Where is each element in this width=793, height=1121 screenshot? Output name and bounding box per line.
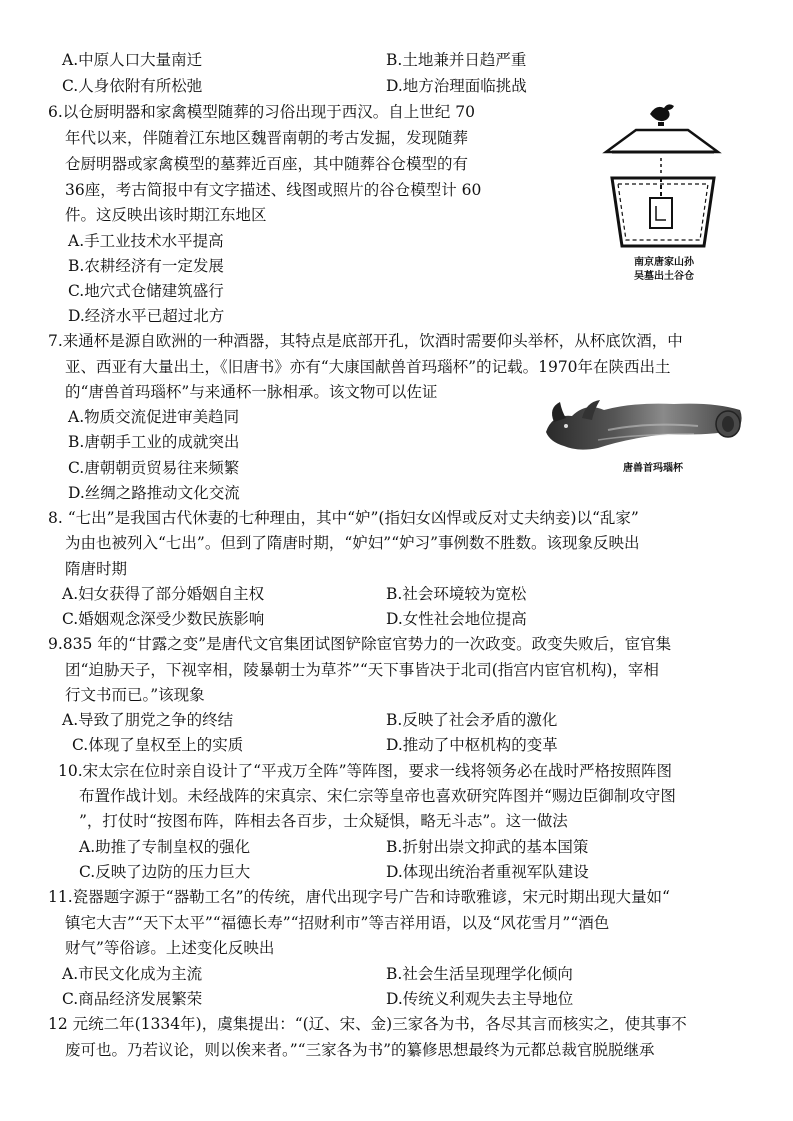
q5-option-b: B.土地兼并日趋严重 (386, 51, 527, 69)
q8-stem-line: 为由也被列入“七出”。但到了隋唐时期，“妒妇”“妒习”事例数不胜数。该现象反映出 (65, 534, 640, 552)
q5-option-d: D.地方治理面临挑战 (386, 77, 527, 95)
q12-stem-line: 12 元统二年(1334年)，虞集提出：“(辽、宋、金)三家各为书，各尽其言而核实之，使其事不 (48, 1015, 687, 1033)
q7-option-b: B.唐朝手工业的成就突出 (68, 433, 240, 451)
q5-option-c: C.人身依附有所松弛 (62, 77, 203, 95)
q5-option-a: A.中原人口大量南迁 (62, 51, 203, 69)
q10-option-a: A.助推了专制皇权的强化 (79, 838, 251, 856)
granary-model-figure (598, 96, 728, 256)
q9-stem-line: 9.835 年的“甘露之变”是唐代文官集团试图铲除宦官势力的一次政变。政变失败后，宦官集 (48, 635, 672, 653)
q11-option-a: A.市民文化成为主流 (62, 965, 203, 983)
q10-option-b: B.折射出崇文抑武的基本国策 (386, 838, 589, 856)
q11-option-d: D.传统义利观失去主导地位 (386, 990, 574, 1008)
q12-stem-line: 废可也。乃若议论，则以俟来者。”“三家各为书”的纂修思想最终为元都总裁官脱脱继承 (65, 1041, 655, 1059)
granary-caption-line: 南京唐家山孙 (634, 257, 694, 268)
q7-stem-line: 的“唐兽首玛瑙杯”与来通杯一脉相承。该文物可以佐证 (65, 383, 438, 401)
q6-option-c: C.地穴式仓储建筑盛行 (68, 282, 224, 300)
q9-option-d: D.推动了中枢机构的变革 (386, 736, 558, 754)
q10-stem-line: 10.宋太宗在位时亲自设计了“平戎万全阵”等阵图，要求一线将领务必在战时严格按照阵图 (58, 762, 673, 780)
q10-stem-line: 布置作战计划。未经战阵的宋真宗、宋仁宗等皇帝也喜欢研究阵图并“赐边臣御制攻守图 (79, 787, 676, 805)
q7-option-c: C.唐朝朝贡贸易往来频繁 (68, 459, 240, 477)
rhyton-caption: 唐兽首玛瑙杯 (623, 463, 683, 474)
q8-option-a: A.妇女获得了部分婚姻自主权 (62, 585, 265, 603)
q6-option-b: B.农耕经济有一定发展 (68, 257, 224, 275)
q9-option-c: C.体现了皇权至上的实质 (72, 736, 244, 754)
q6-stem-line: 6.以仓厨明器和家禽模型随葬的习俗出现于西汉。自上世纪 70 (48, 103, 475, 121)
q7-option-d: D.丝绸之路推动文化交流 (68, 484, 240, 502)
q8-stem-line: 隋唐时期 (65, 560, 128, 578)
q8-option-c: C.婚姻观念深受少数民族影响 (62, 610, 265, 628)
q9-option-b: B.反映了社会矛盾的激化 (386, 711, 558, 729)
q10-option-c: C.反映了边防的压力巨大 (79, 863, 251, 881)
q9-option-a: A.导致了朋党之争的终结 (62, 711, 234, 729)
q8-option-b: B.社会环境较为宽松 (386, 585, 527, 603)
q10-option-d: D.体现出统治者重视军队建设 (386, 863, 589, 881)
q11-stem-line: 11.瓷器题字源于“器勒工名”的传统，唐代出现字号广告和诗歌雅谚，宋元时期出现大量如“ (48, 888, 670, 906)
q7-option-a: A.物质交流促进审美趋同 (68, 408, 240, 426)
q6-option-a: A.手工业技术水平提高 (68, 232, 224, 250)
q9-stem-line: 团“迫胁天子，下视宰相，陵暴朝士为草芥”“天下事皆决于北司(指宫内宦官机构)，宰相 (65, 661, 659, 679)
q8-stem-line: 8. “七出”是我国古代休妻的七种理由，其中“妒”(指妇女凶悍或反对丈夫纳妾)以“乱家” (48, 509, 639, 527)
q8-option-d: D.女性社会地位提高 (386, 610, 527, 628)
q6-option-d: D.经济水平已超过北方 (68, 307, 225, 325)
q6-stem-line: 36座，考古简报中有文字描述、线图或照片的谷仓模型计 60 (65, 181, 482, 199)
granary-caption-line: 吴墓出土谷仓 (634, 271, 694, 282)
agate-rhyton-figure (538, 396, 748, 458)
q6-stem-line: 件。这反映出该时期江东地区 (65, 206, 267, 224)
q11-stem-line: 镇宅大吉”“天下太平”“福德长寿”“招财利市”等吉祥用语，以及“风花雪月”“酒色 (65, 914, 610, 932)
q9-stem-line: 行文书而已。”该现象 (65, 686, 205, 704)
q10-stem-line: ”，打仗时“按图布阵，阵相去各百步，士众疑惧，略无斗志”。这一做法 (79, 812, 568, 830)
q7-stem-line: 7.来通杯是源自欧洲的一种酒器，其特点是底部开孔，饮酒时需要仰头举杯，从杯底饮酒，中 (48, 332, 683, 350)
q7-stem-line: 亚、西亚有大量出土，《旧唐书》亦有“大康国献兽首玛瑙杯”的记载。1970年在陕西出土 (65, 358, 671, 376)
q6-stem-line: 年代以来，伴随着江东地区魏晋南朝的考古发掘，发现随葬 (65, 129, 469, 147)
q11-option-b: B.社会生活呈现理学化倾向 (386, 965, 573, 983)
q11-stem-line: 财气”等俗谚。上述变化反映出 (65, 939, 275, 957)
q11-option-c: C.商品经济发展繁荣 (62, 990, 203, 1008)
q6-stem-line: 仓厨明器或家禽模型的墓葬近百座，其中随葬谷仓模型的有 (65, 155, 469, 173)
